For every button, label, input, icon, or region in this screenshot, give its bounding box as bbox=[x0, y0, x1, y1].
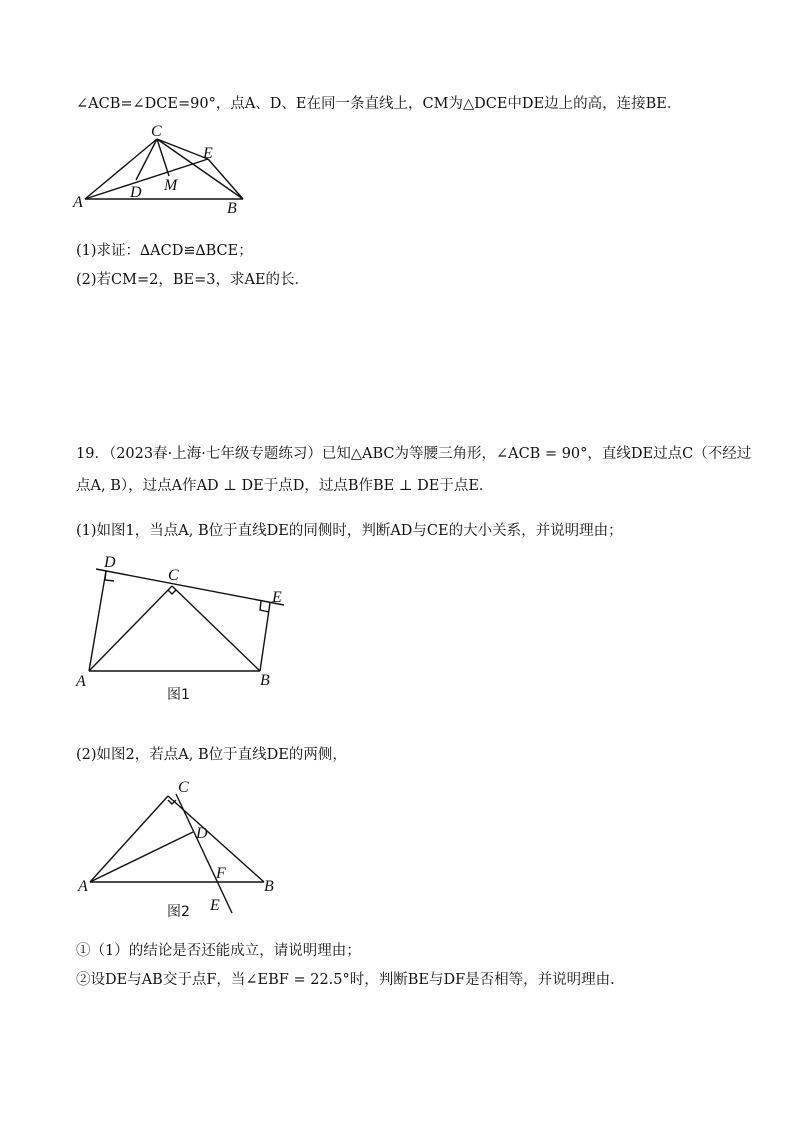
label-d: D bbox=[104, 554, 116, 571]
label-c: C bbox=[178, 779, 189, 796]
figure-2-caption: 图2 bbox=[167, 904, 190, 920]
problem18-figure bbox=[60, 118, 260, 218]
label-b: B bbox=[264, 878, 274, 895]
label-d: D bbox=[130, 184, 142, 201]
figure-1-caption: 图1 bbox=[167, 687, 190, 702]
problem18-question-2: (2)若CM=2，BE=3，求AE的长． bbox=[76, 272, 310, 288]
label-a: A bbox=[76, 673, 86, 690]
segment-ad bbox=[90, 832, 193, 882]
segment-ae bbox=[85, 159, 208, 199]
problem19-question-2: (2)如图2，若点A, B位于直线DE的两侧， bbox=[76, 747, 347, 763]
label-b: B bbox=[227, 200, 237, 217]
segment-cm bbox=[157, 139, 169, 176]
label-e: E bbox=[210, 897, 220, 914]
problem19-question-2-part-2: ②设DE与AB交于点F，当∠EBF = 22.5°时，判断BE与DF是否相等，并说明理由. bbox=[76, 972, 615, 988]
problem19-line-1: 19．（2023春·上海·七年级专题练习）已知△ABC为等腰三角形，∠ACB = 90°，直线DE过点C（不经过 bbox=[76, 446, 752, 462]
label-c: C bbox=[168, 567, 179, 584]
right-angle-e bbox=[260, 601, 269, 612]
label-a: A bbox=[78, 878, 88, 895]
line-de bbox=[176, 794, 232, 913]
segment-cd bbox=[136, 139, 157, 180]
problem19-figure-1 bbox=[72, 552, 302, 702]
label-e: E bbox=[272, 589, 282, 606]
problem19-line-2: 点A, B），过点A作AD ⊥ DE于点D，过点B作BE ⊥ DE于点E． bbox=[76, 478, 494, 494]
problem18-question-1: (1)求证：∆ACD≌∆BCE； bbox=[76, 243, 253, 259]
problem19-question-1: (1)如图1，当点A, B位于直线DE的同侧时，判断AD与CE的大小关系，并说明理由； bbox=[76, 523, 623, 539]
segment-ac bbox=[90, 796, 168, 882]
segment-ac bbox=[85, 139, 157, 199]
segment-be bbox=[260, 603, 270, 671]
problem19-figure-2 bbox=[72, 776, 292, 926]
label-m: M bbox=[164, 177, 178, 194]
label-e: E bbox=[203, 145, 213, 162]
label-f: F bbox=[216, 865, 226, 882]
right-angle-c bbox=[168, 590, 176, 594]
label-a: A bbox=[73, 194, 83, 211]
line-de bbox=[96, 569, 284, 605]
problem18-intro: ∠ACB=∠DCE=90°，点A、D、E在同一条直线上，CM为△DCE中DE边上的高，连接BE． bbox=[76, 96, 682, 112]
label-d: D bbox=[196, 825, 208, 842]
label-b: B bbox=[260, 672, 270, 689]
segment-cb bbox=[172, 586, 260, 671]
problem19-question-2-part-1: ①（1）的结论是否还能成立，请说明理由； bbox=[76, 943, 361, 959]
right-angle-c bbox=[168, 800, 176, 804]
label-c: C bbox=[151, 123, 162, 140]
